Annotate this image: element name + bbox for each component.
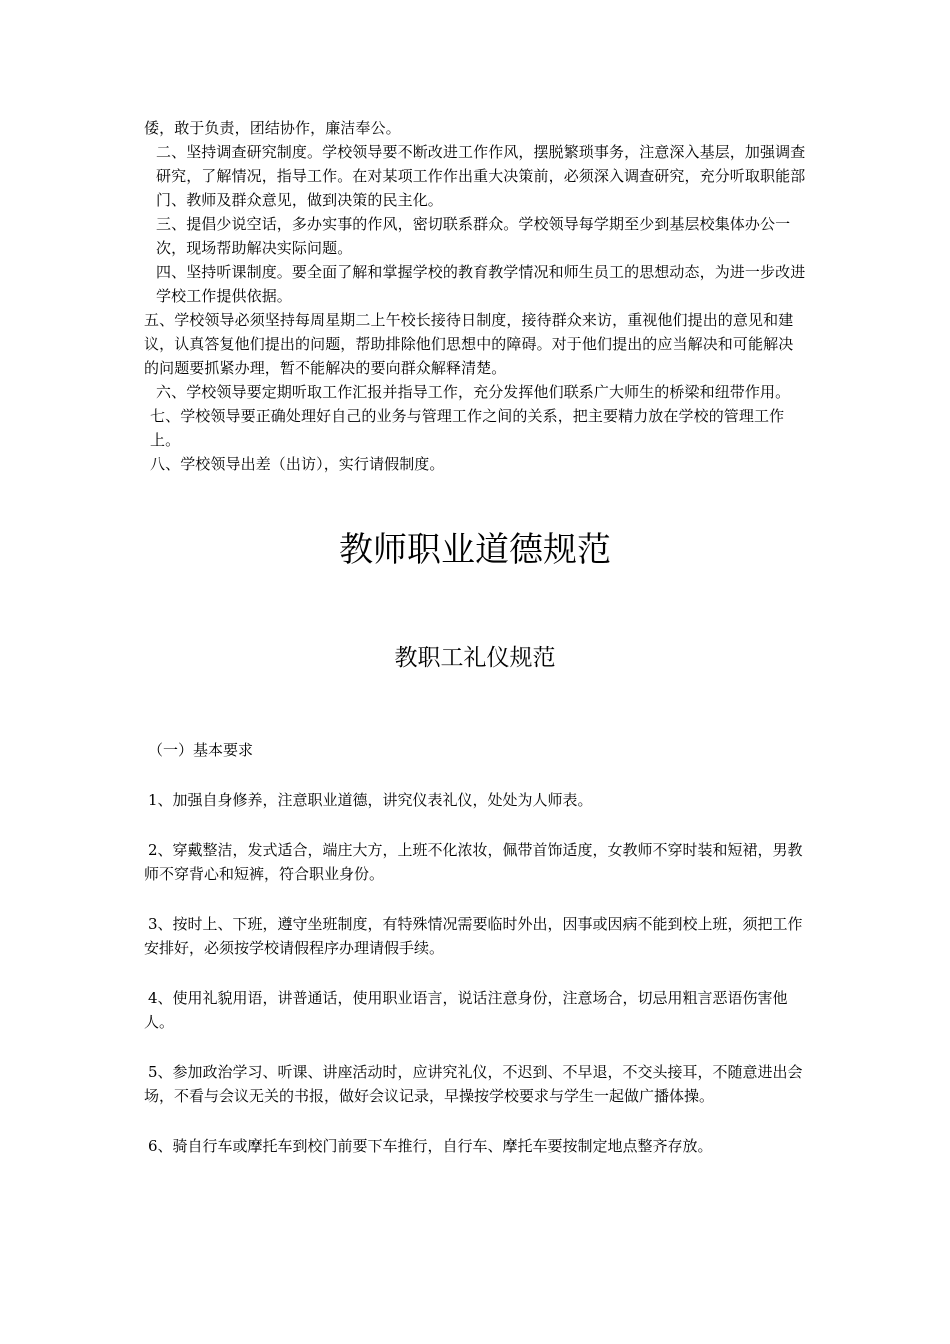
requirement-item-1 — [144, 788, 808, 812]
requirement-item-5 — [144, 1060, 808, 1108]
main-title: 教师职业道德规范 — [339, 530, 611, 570]
requirement-text: 3、按时上、下班，遵守坐班制度，有特殊情况需要临时外出，因事或因病不能到校上班，须把工作安排好，必须按学校请假程序办理请假手续。 — [144, 915, 803, 957]
sub-title: 教职工礼仪规范 — [394, 645, 556, 671]
requirement-text: 6、骑自行车或摩托车到校门前要下车推行，自行车、摩托车要按制定地点整齐存放。 — [148, 1137, 713, 1155]
requirement-text: 1、加强自身修养，注意职业道德，讲究仪表礼仪，处处为人师表。 — [148, 791, 593, 809]
rule-item-8: 八、学校领导出差（出访），实行请假制度。 — [150, 455, 445, 473]
requirement-text: 5、参加政治学习、听课、讲座活动时，应讲究礼仪，不迟到、不早退，不交头接耳，不随意进出会场，不看与会议无关的书报，做好会议记录，早操按学校要求与学生一起做广播体操。 — [144, 1063, 803, 1105]
rule-item-5: 五、学校领导必须坚持每周星期二上午校长接待日制度，接待群众来访，重视他们提出的意见和建议，认真答复他们提出的问题，帮助排除他们思想中的障碍。对于他们提出的应当解决和可能解决的问题要抓紧办理，暂不能解决的要向群众解释清楚。 — [144, 311, 794, 377]
requirement-item-4 — [144, 986, 808, 1034]
rule-item-7: 七、学校领导要正确处理好自己的业务与管理工作之间的关系，把主要精力放在学校的管理工作上。 — [150, 407, 785, 449]
requirement-text: 4、使用礼貌用语，讲普通话，使用职业语言，说话注意身份，注意场合，切忌用粗言恶语伤害他人。 — [144, 989, 788, 1031]
requirement-text: 2、穿戴整洁，发式适合，端庄大方，上班不化浓妆，佩带首饰适度，女教师不穿时装和短裙，男教师不穿背心和短裤，符合职业身份。 — [144, 841, 803, 883]
rule-continuation-line: 倭，敢于负责，团结协作，廉洁奉公。 — [144, 119, 401, 137]
requirements-heading: （一）基本要求 — [148, 741, 254, 759]
rule-item-3: 三、提倡少说空话，多办实事的作风，密切联系群众。学校领导每学期至少到基层校集体办公一次，现场帮助解决实际问题。 — [156, 215, 791, 257]
rule-item-2: 二、坚持调查研究制度。学校领导要不断改进工作作风，摆脱繁琐事务，注意深入基层，加强调查研究，了解情况，指导工作。在对某项工作作出重大决策前，必须深入调查研究，充分听取职能部门、教师及群众意见，做到决策的民主化。 — [156, 143, 806, 209]
rule-item-4: 四、坚持听课制度。要全面了解和掌握学校的教育教学情况和师生员工的思想动态，为进一步改进学校工作提供依据。 — [156, 263, 806, 305]
requirement-item-3 — [144, 912, 808, 960]
leadership-rules-section — [144, 116, 808, 476]
requirement-item-6 — [144, 1134, 808, 1158]
rule-item-6: 六、学校领导要定期听取工作汇报并指导工作，充分发挥他们联系广大师生的桥梁和纽带作用。 — [156, 383, 791, 401]
requirement-item-2 — [144, 838, 808, 886]
basic-requirements-section — [144, 738, 808, 1184]
